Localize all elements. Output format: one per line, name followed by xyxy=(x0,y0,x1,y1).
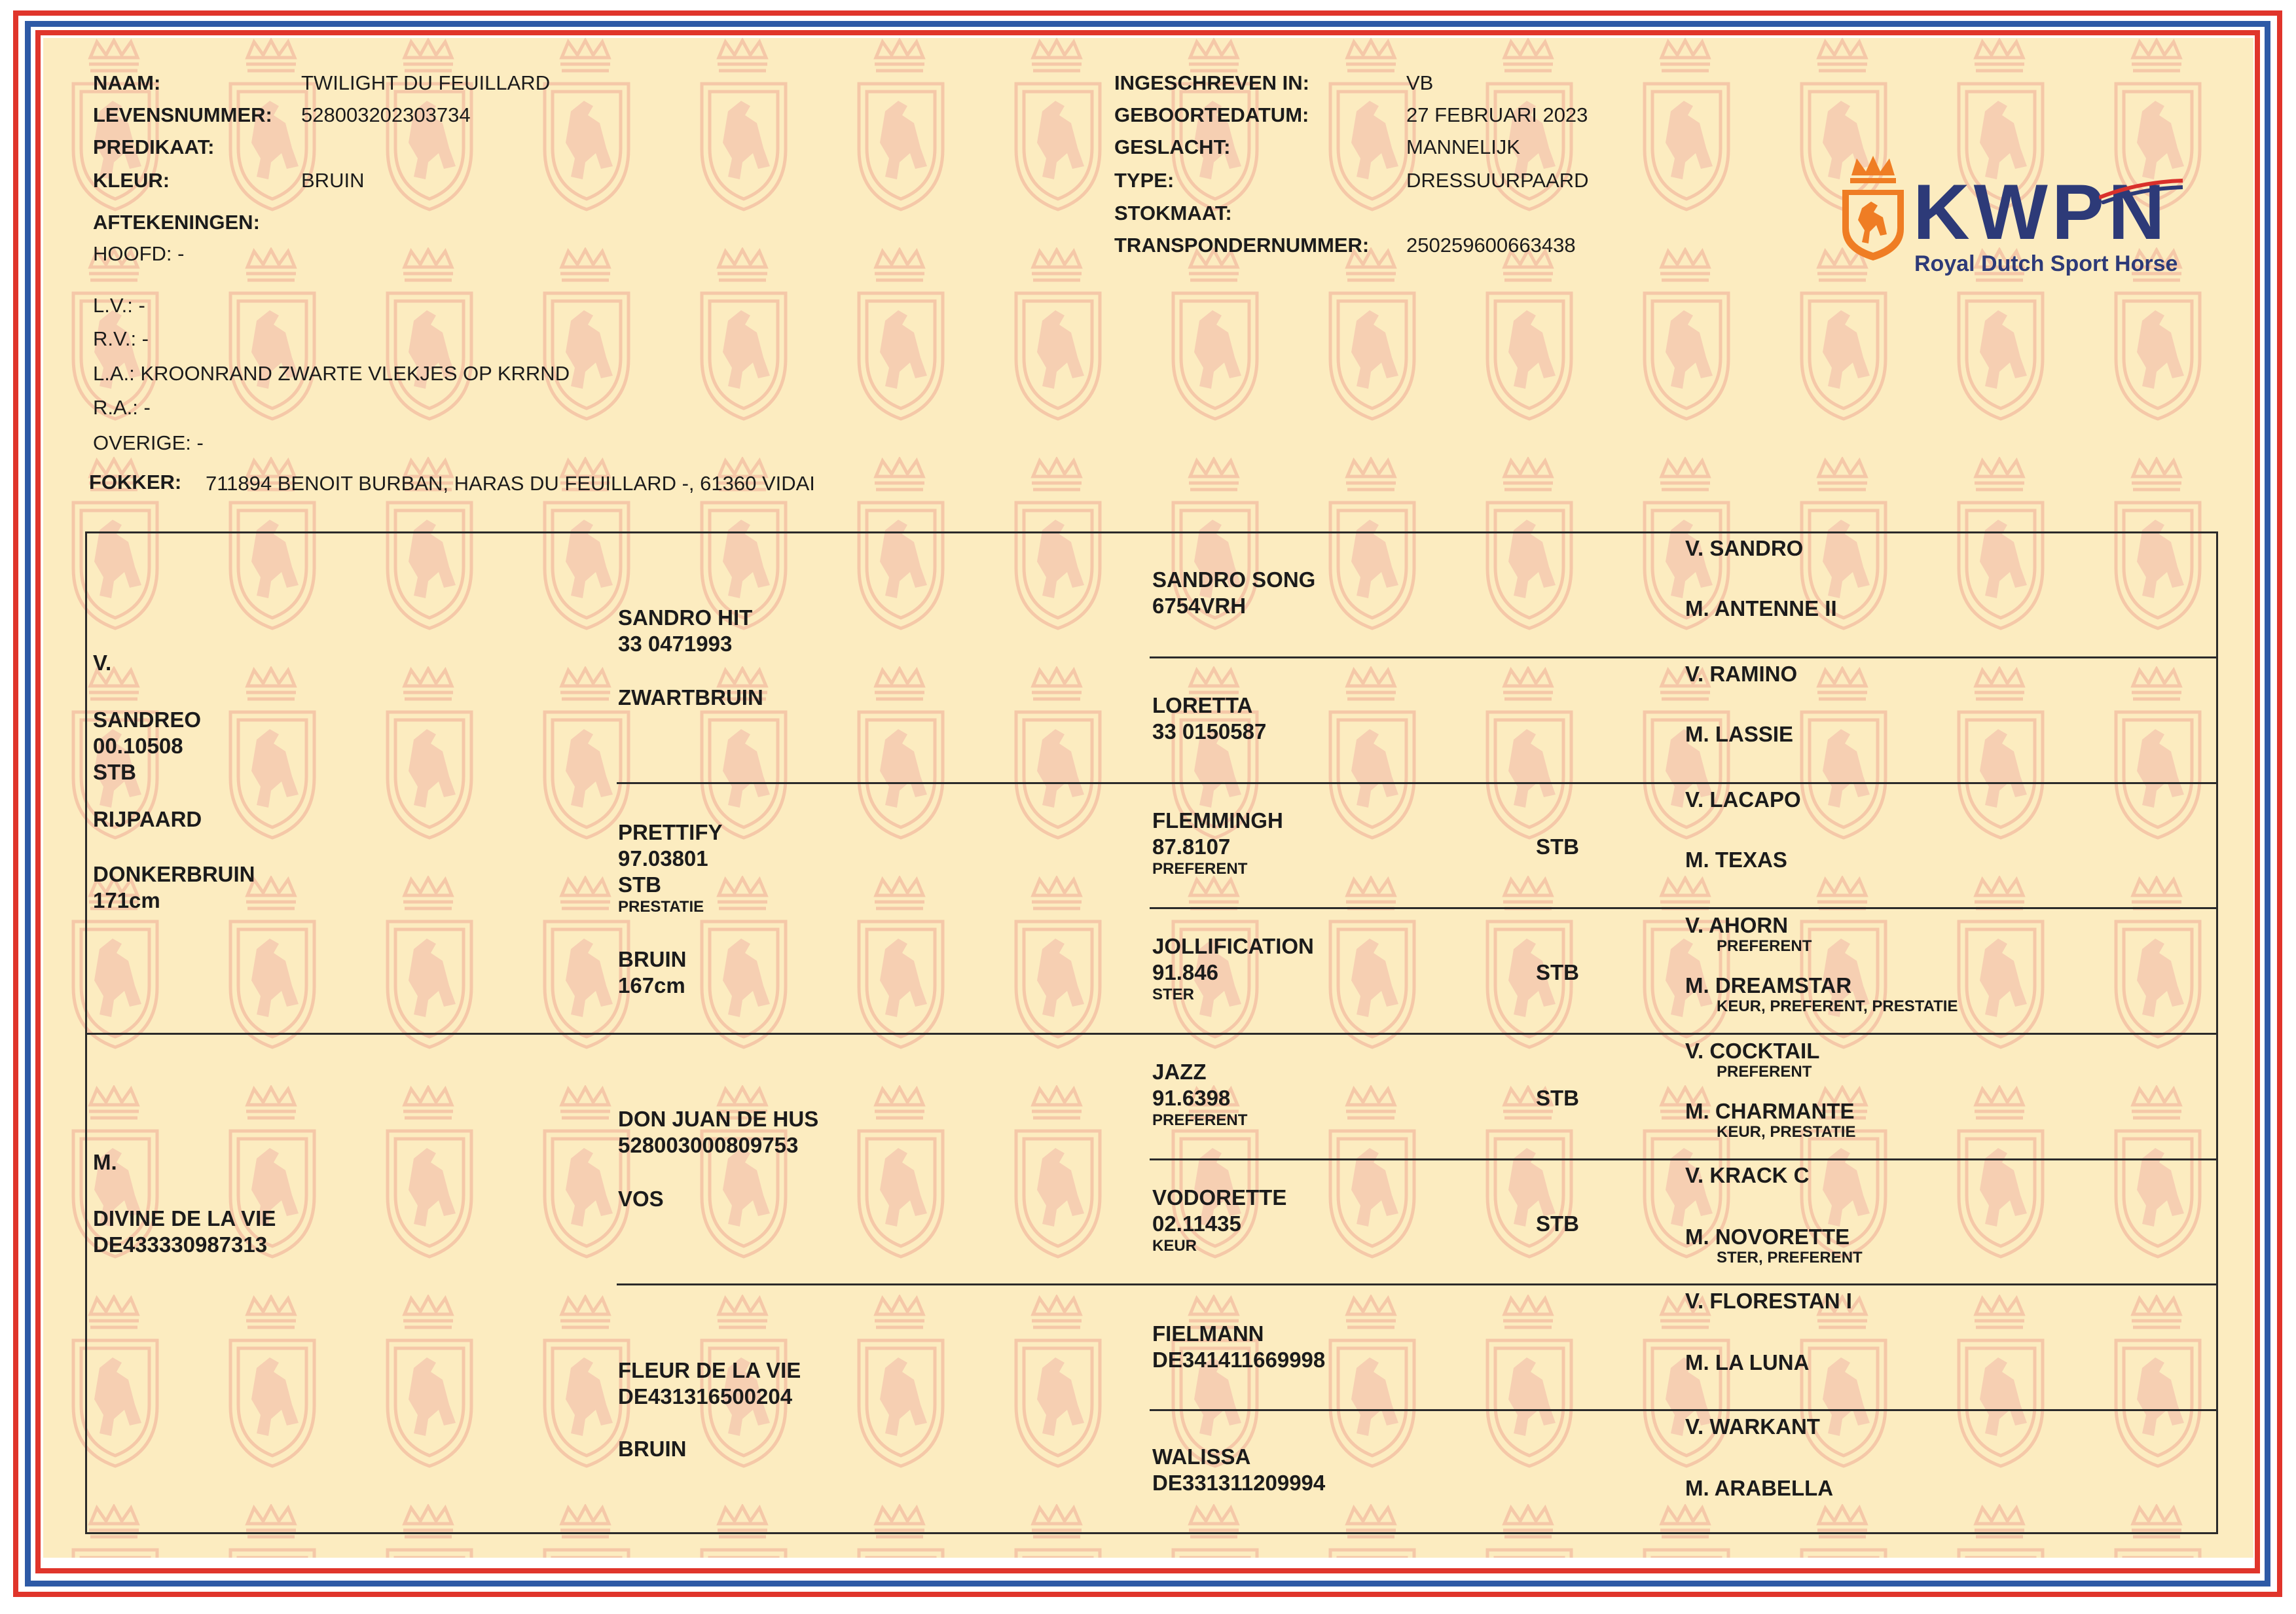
transponder-label: TRANSPONDERNUMMER: xyxy=(1114,234,1370,257)
sd-predicate: PRESTATIE xyxy=(618,898,704,916)
g4-name-4: M. LASSIE xyxy=(1685,722,1794,746)
la-line: L.A.: KROONRAND ZWARTE VLEKJES OP KRRND xyxy=(93,362,570,385)
fokker-value: 711894 BENOIT BURBAN, HARAS DU FEUILLARD -, 61360 VIDAI xyxy=(206,472,815,495)
levensnummer-value: 528003202303734 xyxy=(301,103,471,126)
g4-name-8: M. DREAMSTAR xyxy=(1685,973,1852,997)
geslacht-label: GESLACHT: xyxy=(1114,135,1231,158)
sds-predicate: PREFERENT xyxy=(1152,860,1248,878)
g4-name-9: V. COCKTAIL xyxy=(1685,1039,1820,1063)
fokker-label: FOKKER: xyxy=(89,471,182,493)
dds-name: FIELMANN xyxy=(1152,1321,1264,1346)
divider-g2-sire xyxy=(617,782,2218,784)
geslacht-value: MANNELIJK xyxy=(1406,135,1520,158)
transponder-value: 250259600663438 xyxy=(1406,234,1576,257)
divider-g3-4 xyxy=(1150,1409,2218,1411)
kleur-label: KLEUR: xyxy=(93,169,170,192)
sd-number: 97.03801 xyxy=(618,846,708,870)
ssd-name: LORETTA xyxy=(1152,693,1253,717)
kwpn-crown-lion-icon xyxy=(1837,152,1909,263)
dd-color: BRUIN xyxy=(618,1437,687,1461)
geboortedatum-value: 27 FEBRUARI 2023 xyxy=(1406,103,1588,126)
ds-number: 528003000809753 xyxy=(618,1133,799,1157)
sd-color: BRUIN xyxy=(618,947,687,971)
ds-color: VOS xyxy=(618,1187,664,1211)
sss-number: 6754VRH xyxy=(1152,594,1247,618)
g4-name-14: M. LA LUNA xyxy=(1685,1350,1810,1374)
ssd-number: 33 0150587 xyxy=(1152,719,1267,744)
g4-name-15: V. WARKANT xyxy=(1685,1414,1820,1439)
certificate-paper xyxy=(43,38,2253,1558)
divider-g2-dam xyxy=(617,1283,2218,1285)
rv-line: R.V.: - xyxy=(93,327,149,350)
type-value: DRESSUURPAARD xyxy=(1406,169,1589,192)
g4-name-10: M. CHARMANTE xyxy=(1685,1099,1855,1123)
levensnummer-label: LEVENSNUMMER: xyxy=(93,103,272,126)
ingeschreven-label: INGESCHREVEN IN: xyxy=(1114,71,1309,94)
dss-number: 91.6398 xyxy=(1152,1086,1231,1110)
dsd-studbook: STB xyxy=(1536,1211,1579,1236)
g4-predicate-10: KEUR, PRESTATIE xyxy=(1717,1123,1856,1141)
divider-sire-dam xyxy=(85,1033,2218,1035)
type-label: TYPE: xyxy=(1114,169,1175,192)
dss-studbook: STB xyxy=(1536,1086,1579,1110)
g4-predicate-12: STER, PREFERENT xyxy=(1717,1249,1863,1266)
naam-label: NAAM: xyxy=(93,71,161,94)
ds-name: DON JUAN DE HUS xyxy=(618,1107,819,1131)
g4-name-7: V. AHORN xyxy=(1685,913,1789,937)
g4-predicate-9: PREFERENT xyxy=(1717,1063,1812,1081)
sdd-name: JOLLIFICATION xyxy=(1152,934,1314,958)
kwpn-flag-swoosh-icon xyxy=(2099,178,2184,204)
ss-name: SANDRO HIT xyxy=(618,605,753,630)
divider-g3-3 xyxy=(1150,1158,2218,1160)
lv-line: L.V.: - xyxy=(93,294,145,317)
ingeschreven-value: VB xyxy=(1406,71,1434,94)
divider-g3-2 xyxy=(1150,907,2218,909)
sd-studbook: STB xyxy=(618,872,661,897)
ss-color: ZWARTBRUIN xyxy=(618,685,763,709)
g4-name-12: M. NOVORETTE xyxy=(1685,1225,1850,1249)
dsd-number: 02.11435 xyxy=(1152,1211,1241,1236)
sd-name: PRETTIFY xyxy=(618,820,723,844)
g4-predicate-8: KEUR, PREFERENT, PRESTATIE xyxy=(1717,997,1958,1015)
dam-prefix: M. xyxy=(93,1150,117,1174)
sire-type: RIJPAARD xyxy=(93,807,202,831)
kwpn-logo-text: KWPN xyxy=(1913,168,2169,256)
ddd-name: WALISSA xyxy=(1152,1444,1251,1469)
sds-name: FLEMMINGH xyxy=(1152,808,1283,833)
ss-number: 33 0471993 xyxy=(618,632,733,656)
kleur-value: BRUIN xyxy=(301,169,365,192)
hoofd-line: HOOFD: - xyxy=(93,242,185,265)
sdd-studbook: STB xyxy=(1536,960,1579,984)
g4-name-2: M. ANTENNE II xyxy=(1685,596,1837,620)
dss-predicate: PREFERENT xyxy=(1152,1111,1248,1129)
g4-name-13: V. FLORESTAN I xyxy=(1685,1289,1852,1313)
sire-height: 171cm xyxy=(93,888,160,912)
g4-name-5: V. LACAPO xyxy=(1685,787,1801,812)
dsd-name: VODORETTE xyxy=(1152,1185,1287,1210)
g4-name-16: M. ARABELLA xyxy=(1685,1476,1834,1500)
sss-name: SANDRO SONG xyxy=(1152,567,1316,592)
sds-studbook: STB xyxy=(1536,834,1579,859)
g4-name-3: V. RAMINO xyxy=(1685,662,1798,686)
dd-number: DE431316500204 xyxy=(618,1384,793,1408)
dss-name: JAZZ xyxy=(1152,1060,1207,1084)
dsd-predicate: KEUR xyxy=(1152,1237,1197,1255)
naam-value: TWILIGHT DU FEUILLARD xyxy=(301,71,551,94)
ddd-number: DE331311209994 xyxy=(1152,1471,1326,1495)
aftekeningen-label: AFTEKENINGEN: xyxy=(93,211,260,234)
g4-name-6: M. TEXAS xyxy=(1685,848,1787,872)
g4-name-11: V. KRACK C xyxy=(1685,1163,1810,1187)
sd-height: 167cm xyxy=(618,973,685,997)
sdd-number: 91.846 xyxy=(1152,960,1218,984)
dds-number: DE341411669998 xyxy=(1152,1348,1326,1372)
predikaat-label: PREDIKAAT: xyxy=(93,135,215,158)
sire-studbook: STB xyxy=(93,760,136,784)
geboortedatum-label: GEBOORTEDATUM: xyxy=(1114,103,1309,126)
divider-g3-1 xyxy=(1150,656,2218,658)
overige-line: OVERIGE: - xyxy=(93,431,204,454)
g4-predicate-7: PREFERENT xyxy=(1717,937,1812,955)
dd-name: FLEUR DE LA VIE xyxy=(618,1358,801,1382)
ra-line: R.A.: - xyxy=(93,396,151,419)
dam-name: DIVINE DE LA VIE xyxy=(93,1206,276,1230)
sdd-predicate: STER xyxy=(1152,986,1195,1003)
kwpn-subtitle: Royal Dutch Sport Horse xyxy=(1914,251,2178,276)
sds-number: 87.8107 xyxy=(1152,834,1231,859)
sire-prefix: V. xyxy=(93,651,112,675)
stokmaat-label: STOKMAAT: xyxy=(1114,202,1232,224)
g4-name-1: V. SANDRO xyxy=(1685,536,1804,560)
sire-name: SANDREO xyxy=(93,708,202,732)
sire-color: DONKERBRUIN xyxy=(93,862,255,886)
sire-number: 00.10508 xyxy=(93,734,183,758)
dam-number: DE433330987313 xyxy=(93,1232,268,1257)
